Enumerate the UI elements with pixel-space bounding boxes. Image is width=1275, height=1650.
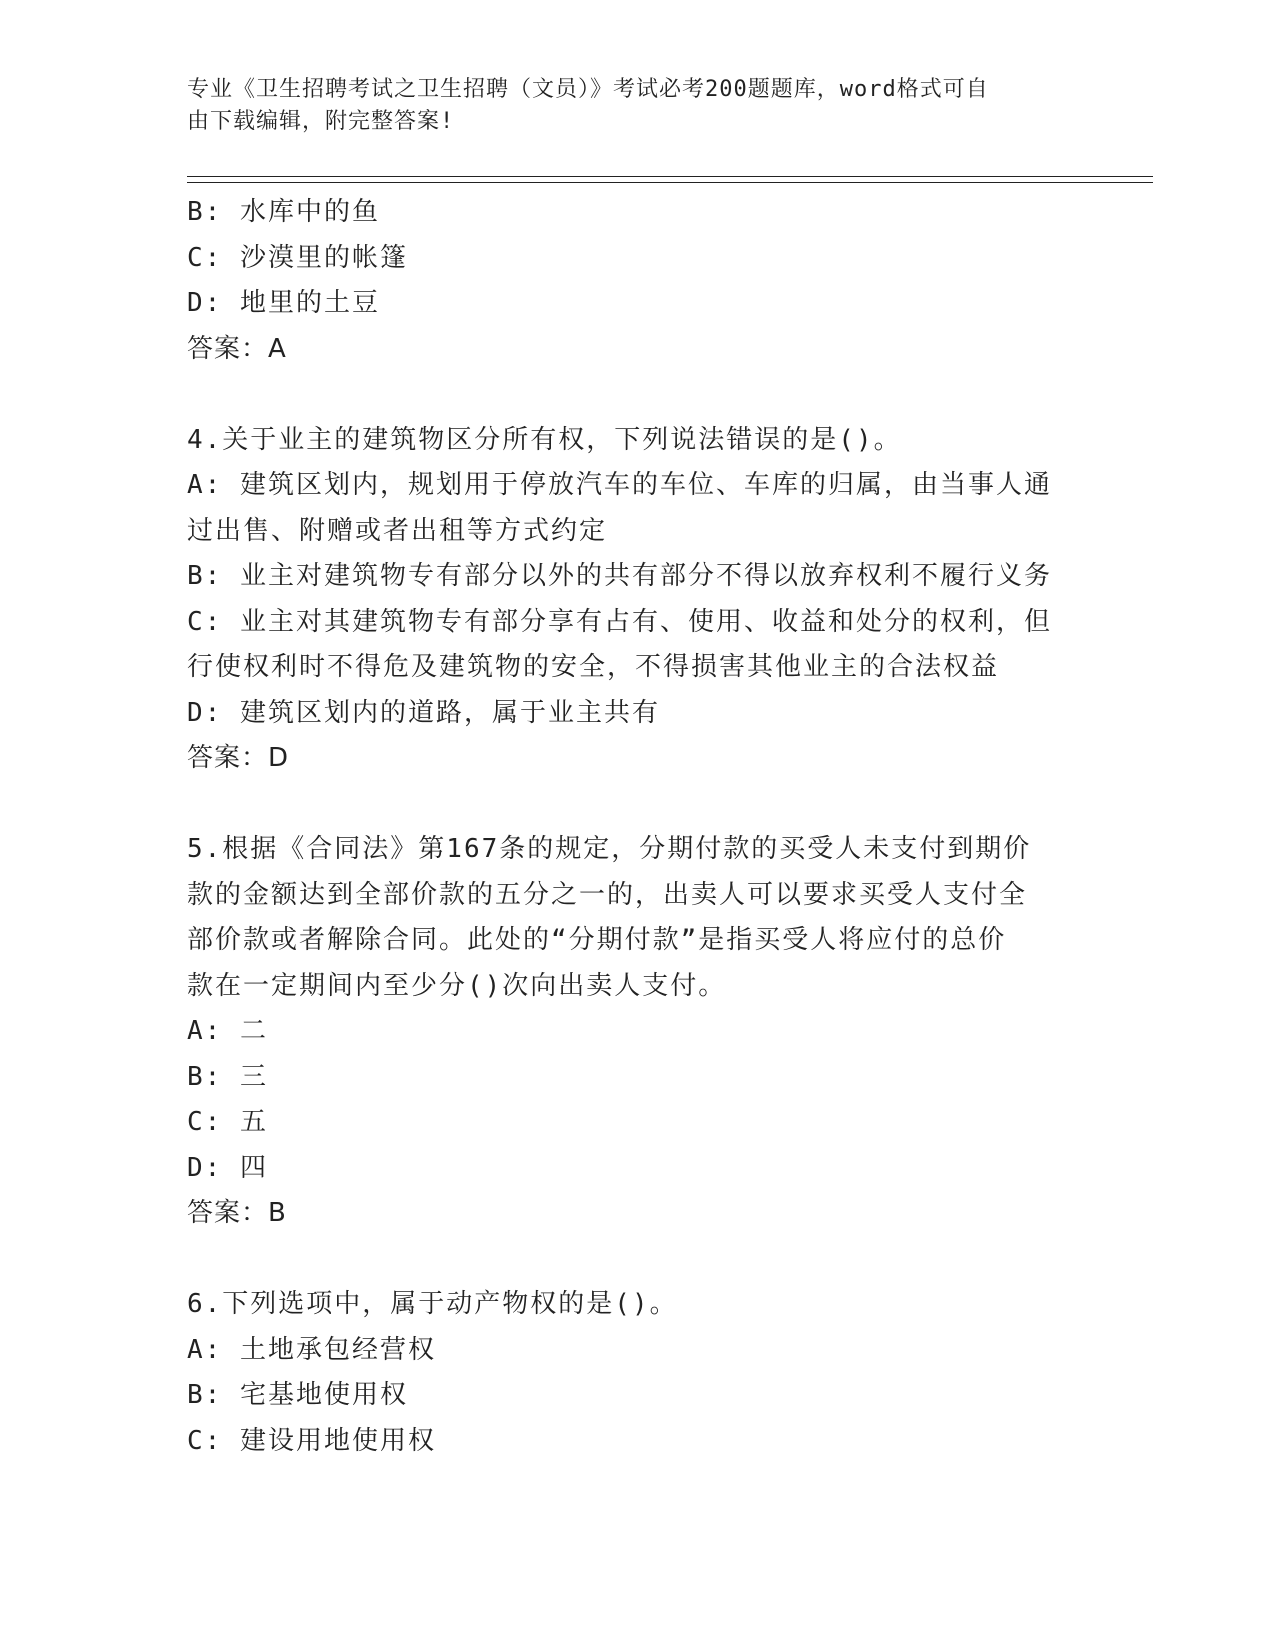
option-b: B: 业主对建筑物专有部分以外的共有部分不得以放弃权利不履行义务: [187, 561, 1052, 591]
option-c: C: 五: [187, 1107, 268, 1137]
option-d: D: 建筑区划内的道路，属于业主共有: [187, 697, 660, 728]
question-text-continued: 款的金额达到全部价款的五分之一的，出卖人可以要求买受人支付全: [187, 879, 1028, 910]
question-text: 4.关于业主的建筑物区分所有权，下列说法错误的是()。: [187, 424, 902, 455]
option-c: C: 业主对其建筑物专有部分享有占有、使用、收益和处分的权利，但: [187, 606, 1052, 637]
header-line-1: 专业《卫生招聘考试之卫生招聘（文员）》考试必考200题题库，word格式可自: [187, 77, 989, 102]
block-spacer: [187, 1237, 1087, 1283]
option-b: B: 三: [187, 1061, 268, 1092]
question-block-3: [187, 190, 1087, 372]
option-c-continued: 行使权利时不得危及建筑物的安全，不得损害其他业主的合法权益: [187, 652, 1000, 682]
block-spacer: [187, 372, 1087, 418]
question-text: 5.根据《合同法》第167条的规定，分期付款的买受人未支付到期价: [187, 834, 1032, 864]
option-a: A: 建筑区划内，规划用于停放汽车的车位、车库的归属，由当事人通: [187, 470, 1052, 500]
question-text: 6.下列选项中，属于动产物权的是()。: [187, 1289, 678, 1319]
option-d: D: 地里的土豆: [187, 288, 380, 318]
option-a-continued: 过出售、附赠或者出租等方式约定: [187, 515, 608, 546]
question-block-4: [187, 418, 1087, 782]
answer-line: 答案：A: [187, 333, 287, 364]
answer-line: 答案：D: [187, 743, 290, 773]
option-d: D: 四: [187, 1152, 268, 1183]
header-line-2: 由下载编辑，附完整答案!: [187, 109, 455, 134]
option-b: B: 水库中的鱼: [187, 197, 380, 227]
question-text-continued: 款在一定期间内至少分()次向出卖人支付。: [187, 970, 727, 1001]
option-a: A: 土地承包经营权: [187, 1334, 436, 1365]
question-text-continued: 部价款或者解除合同。此处的“分期付款”是指买受人将应付的总价: [187, 925, 1007, 955]
question-block-5: [187, 827, 1087, 1237]
option-c: C: 建设用地使用权: [187, 1425, 436, 1456]
document-header: [187, 74, 1067, 138]
option-a: A: 二: [187, 1016, 268, 1046]
option-b: B: 宅基地使用权: [187, 1380, 408, 1410]
block-spacer: [187, 782, 1087, 828]
answer-line: 答案：B: [187, 1198, 287, 1228]
question-list: [187, 190, 1087, 1464]
header-rule-thick: [187, 182, 1153, 183]
header-rule-thin: [187, 176, 1153, 177]
question-block-6: [187, 1282, 1087, 1464]
option-c: C: 沙漠里的帐篷: [187, 242, 408, 273]
